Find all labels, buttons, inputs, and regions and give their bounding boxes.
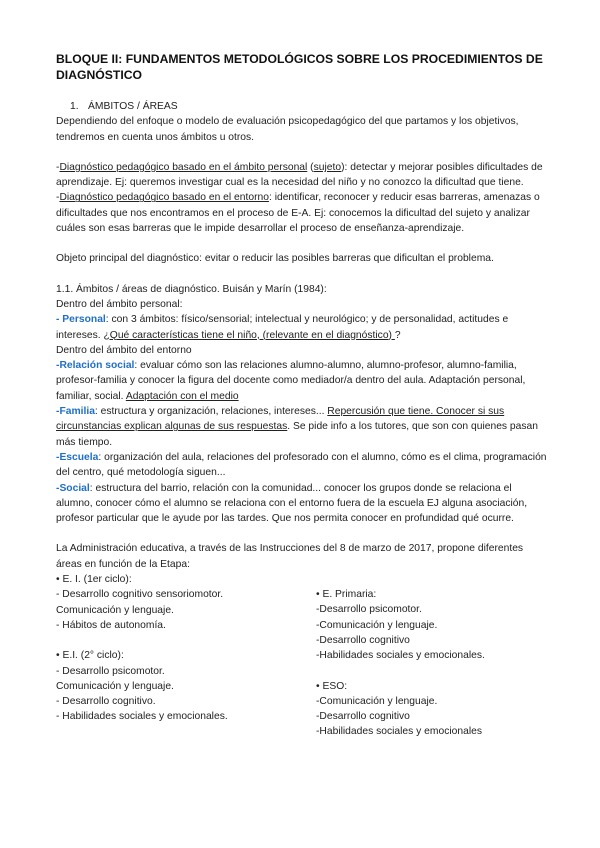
entorno-diagnosis-term: Diagnóstico pedagógico basado en el entorno: [59, 192, 269, 204]
section-number: 1.: [70, 101, 79, 112]
list-item: - Habilidades sociales y emocionales.: [56, 711, 228, 723]
personal-item: - Personal: con 3 ámbitos: físico/sensorial; intelectual y neurológico; y de personalidad, actitudes e intereses. ¿Qué características tiene el niño, (relevante en el diagnóstico) ?: [56, 314, 509, 341]
list-item: -Desarrollo cognitivo: [316, 711, 410, 723]
escuela-item: -Escuela: organización del aula, relaciones del profesorado con el alumno, cómo es el clima, programación del centro, qué metodología siguen...: [56, 451, 547, 479]
administracion-paragraph: La Administración educativa, a través de las Instrucciones del 8 de marzo de 2017, propone diferentes áreas en función de la Etapa:: [56, 543, 524, 570]
list-item: -Desarrollo psicomotor.: [316, 604, 422, 616]
list-item: • E.I. (2° ciclo):: [56, 650, 124, 662]
intro-paragraph: Dependiendo del enfoque o modelo de evaluación psicopedagógico del que partamos y los objetivos, tendremos en cuenta unos ámbitos u otros.: [56, 116, 519, 143]
right-column: [316, 572, 550, 740]
list-item: - Desarrollo psicomotor.: [56, 665, 165, 677]
subsection-heading: 1.1. Ámbitos / áreas de diagnóstico. Buisán y Marín (1984):: [56, 283, 327, 295]
personal-label: Personal: [62, 314, 106, 326]
social-item: -Social: estructura del barrio, relación con la comunidad... conocer los grupos donde se relaciona el alumno, conocer cómo el alumno se relaciona con el entorno fuera de la escuela EJ alguna asociación, profesor particular que le ayude por las tardes. Que nos permita conocer en profundidad qué ocurre.: [56, 482, 528, 525]
list-item: - Desarrollo cognitivo sensoriomotor.: [56, 589, 224, 601]
list-item: - Hábitos de autonomía.: [56, 619, 166, 631]
personal-diagnosis-paragraph: -Diagnóstico pedagógico basado en el ámbito personal (sujeto): detectar y mejorar posibles dificultades de aprendizaje. Ej: queremos investigar cual es la necesidad del niño y no conozco la dificultad que tiene.: [56, 161, 543, 189]
page-title: BLOQUE II: FUNDAMENTOS METODOLÓGICOS SOBRE LOS PROCEDIMIENTOS DE DIAGNÓSTICO: [56, 52, 543, 82]
list-item: • E. Primaria:: [316, 589, 377, 601]
list-item: Comunicación y lenguaje.: [56, 604, 174, 616]
list-item: -Desarrollo cognitivo: [316, 634, 410, 646]
objeto-paragraph: Objeto principal del diagnóstico: evitar o reducir las posibles barreras que dificultan el problema.: [56, 253, 494, 265]
familia-label: Familia: [59, 406, 95, 418]
list-item: -Habilidades sociales y emocionales: [316, 726, 482, 738]
document-page: [56, 52, 550, 740]
personal-question: ¿Qué características tiene el niño, (relevante en el diagnóstico): [103, 329, 395, 341]
dentro-personal-label: Dentro del ámbito personal:: [56, 298, 183, 310]
list-item: Comunicación y lenguaje.: [56, 680, 174, 692]
list-item: -Comunicación y lenguaje.: [316, 619, 438, 631]
familia-underlined: Repercusión que tiene. Conocer si sus circunstancias explican algunas de sus respuestas: [56, 406, 505, 433]
list-item: -Comunicación y lenguaje.: [316, 695, 438, 707]
dentro-entorno-label: Dentro del ámbito del entorno: [56, 344, 192, 356]
section-label: ÁMBITOS / ÁREAS: [88, 101, 178, 112]
list-item: • ESO:: [316, 680, 348, 692]
sujeto-term: sujeto: [313, 161, 342, 173]
list-item: -Habilidades sociales y emocionales.: [316, 650, 485, 662]
relacion-underlined: Adaptación con el medio: [125, 390, 239, 402]
relacion-label: Relación social: [59, 360, 135, 372]
familia-item: -Familia: estructura y organización, relaciones, intereses... Repercusión que tiene. Conocer si sus circunstancias explican algunas de sus respuestas. Se pide info a los tutores, que son con quienes pasan más tiempo.: [56, 406, 538, 448]
left-column: [56, 572, 316, 740]
etapas-columns: [56, 572, 550, 740]
escuela-label: Escuela: [59, 451, 99, 463]
social-label: Social: [59, 482, 90, 494]
personal-diagnosis-term: Diagnóstico pedagógico basado en el ámbito personal: [59, 161, 308, 173]
relacion-item: -Relación social: evaluar cómo son las relaciones alumno-alumno, alumno-profesor, alumno-familia, profesor-familia y conocer la figura del docente como mediador/a dentro del aula. Adaptación personal, familiar, social. Adaptación con el medio: [56, 360, 526, 402]
list-item: • E. I. (1er ciclo):: [56, 574, 132, 586]
section-heading-ambitos: [70, 99, 550, 114]
list-item: - Desarrollo cognitivo.: [56, 696, 156, 708]
entorno-diagnosis-paragraph: -Diagnóstico pedagógico basado en el entorno: identificar, reconocer y reducir esas barreras, amenazas o dificultades que nos encontramos en el proceso de E-A. Ej: conocemos la dificultad del sujeto y analizar cuáles son esas barreras que le impide desarrollar el proceso de enseñanza-aprendizaje.: [56, 192, 540, 235]
